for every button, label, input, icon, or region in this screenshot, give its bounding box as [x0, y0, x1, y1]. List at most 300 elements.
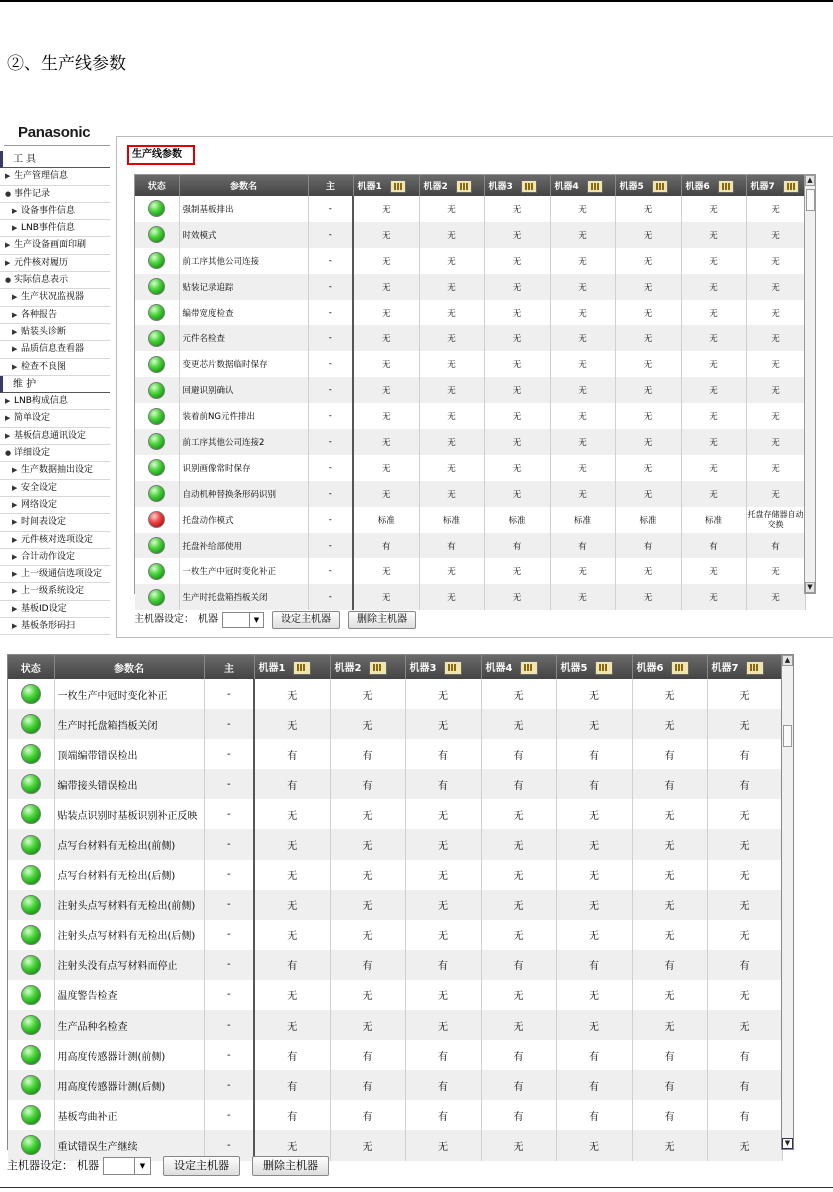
param-name-cell[interactable]: 装着前NG元件排出 [179, 403, 308, 429]
machine-value-cell[interactable]: 标准 [550, 507, 615, 533]
machine-value-cell[interactable]: 无 [419, 274, 484, 300]
sidebar-item[interactable] [0, 237, 110, 254]
table-row[interactable] [135, 377, 805, 403]
machine-value-cell[interactable]: 无 [550, 558, 615, 584]
machine-value-cell[interactable]: 无 [550, 196, 615, 222]
machine-value-cell[interactable]: 无 [330, 980, 405, 1010]
machine-value-cell[interactable]: 有 [707, 950, 782, 980]
machine-value-cell[interactable]: 无 [484, 300, 550, 326]
machine-value-cell[interactable]: 无 [632, 1010, 707, 1040]
main-cell[interactable]: - [308, 274, 353, 300]
param-name-cell[interactable]: 元件名检查 [179, 325, 308, 351]
machine-value-cell[interactable]: 无 [484, 481, 550, 507]
machine-value-cell[interactable]: 无 [746, 377, 805, 403]
main-cell[interactable]: - [308, 455, 353, 481]
table-row[interactable] [135, 533, 805, 559]
param-name-cell[interactable]: 贴装点识别时基板识别补正反映 [54, 799, 204, 829]
main-cell[interactable]: - [204, 1010, 254, 1040]
param-name-cell[interactable]: 编带接头错误检出 [54, 769, 204, 799]
machine-value-cell[interactable]: 有 [353, 533, 419, 559]
main-cell[interactable]: - [308, 222, 353, 248]
machine-value-cell[interactable]: 无 [405, 860, 481, 890]
table-row[interactable] [8, 739, 782, 769]
machine-value-cell[interactable]: 无 [632, 829, 707, 859]
delete-master-button[interactable]: 删除主机器 [252, 1156, 329, 1176]
machine-value-cell[interactable]: 有 [405, 769, 481, 799]
sidebar-item[interactable] [0, 497, 110, 514]
machine-value-cell[interactable]: 无 [632, 679, 707, 709]
machine-value-cell[interactable]: 无 [550, 248, 615, 274]
machine-value-cell[interactable]: 有 [484, 533, 550, 559]
table-row[interactable] [135, 507, 805, 533]
table-row[interactable] [8, 679, 782, 709]
table-row[interactable] [135, 351, 805, 377]
machine-value-cell[interactable]: 有 [254, 1100, 330, 1130]
set-master-button[interactable]: 设定主机器 [163, 1156, 240, 1176]
main-cell[interactable]: - [204, 980, 254, 1010]
machine-value-cell[interactable]: 无 [615, 455, 681, 481]
machine-value-cell[interactable]: 无 [419, 429, 484, 455]
machine-value-cell[interactable]: 无 [707, 860, 782, 890]
machine-value-cell[interactable]: 无 [681, 429, 746, 455]
machine-value-cell[interactable]: 无 [550, 222, 615, 248]
main-cell[interactable]: - [308, 533, 353, 559]
machine-value-cell[interactable]: 无 [556, 709, 632, 739]
main-cell[interactable]: - [308, 196, 353, 222]
main-cell[interactable]: - [204, 709, 254, 739]
sidebar-item[interactable] [0, 583, 110, 600]
machine-value-cell[interactable]: 无 [681, 196, 746, 222]
machine-value-cell[interactable]: 无 [330, 890, 405, 920]
scroll-down-arrow-icon[interactable]: ▼ [805, 582, 815, 593]
machine-value-cell[interactable]: 无 [419, 222, 484, 248]
machine-value-cell[interactable]: 无 [353, 222, 419, 248]
main-cell[interactable]: - [204, 769, 254, 799]
machine-value-cell[interactable]: 无 [707, 799, 782, 829]
machine-value-cell[interactable]: 有 [632, 1100, 707, 1130]
machine-value-cell[interactable]: 有 [615, 533, 681, 559]
machine-value-cell[interactable]: 无 [550, 351, 615, 377]
machine-value-cell[interactable]: 无 [556, 890, 632, 920]
machine-value-cell[interactable]: 无 [481, 890, 556, 920]
param-name-cell[interactable]: 重试错误生产继续 [54, 1130, 204, 1160]
machine-value-cell[interactable]: 无 [484, 558, 550, 584]
param-name-cell[interactable]: 注射头点写材料有无检出(后侧) [54, 920, 204, 950]
machine-value-cell[interactable]: 有 [632, 950, 707, 980]
table-row[interactable] [8, 709, 782, 739]
machine-value-cell[interactable]: 无 [615, 222, 681, 248]
machine-value-cell[interactable]: 无 [481, 799, 556, 829]
table-row[interactable] [135, 196, 805, 222]
machine-value-cell[interactable]: 有 [746, 533, 805, 559]
table-row[interactable] [8, 1100, 782, 1130]
sidebar-item[interactable] [0, 341, 110, 358]
table-row[interactable] [135, 403, 805, 429]
machine-value-cell[interactable]: 无 [550, 300, 615, 326]
machine-value-cell[interactable]: 无 [353, 429, 419, 455]
machine-value-cell[interactable]: 无 [746, 429, 805, 455]
machine-value-cell[interactable]: 无 [481, 709, 556, 739]
machine-value-cell[interactable]: 无 [746, 584, 805, 610]
machine-value-cell[interactable]: 无 [353, 274, 419, 300]
param-name-cell[interactable]: 生产品种名检查 [54, 1010, 204, 1040]
machine-value-cell[interactable]: 有 [330, 739, 405, 769]
machine-value-cell[interactable]: 无 [405, 679, 481, 709]
machine-value-cell[interactable]: 无 [746, 481, 805, 507]
machine-value-cell[interactable]: 标准 [484, 507, 550, 533]
machine-value-cell[interactable]: 无 [481, 1130, 556, 1160]
machine-value-cell[interactable]: 无 [632, 980, 707, 1010]
machine-value-cell[interactable]: 无 [481, 829, 556, 859]
param-name-cell[interactable]: 前工序其他公司连接 [179, 248, 308, 274]
main-cell[interactable]: - [308, 507, 353, 533]
machine-value-cell[interactable]: 无 [405, 1130, 481, 1160]
param-name-cell[interactable]: 一枚生产中冠时变化补正 [54, 679, 204, 709]
scroll-down-arrow-icon[interactable]: ▼ [782, 1138, 793, 1149]
column-settings-icon[interactable] [444, 661, 462, 675]
machine-value-cell[interactable]: 有 [254, 1040, 330, 1070]
machine-value-cell[interactable]: 无 [556, 799, 632, 829]
scroll-thumb[interactable] [806, 189, 815, 211]
machine-value-cell[interactable]: 无 [353, 558, 419, 584]
machine-value-cell[interactable]: 无 [254, 1130, 330, 1160]
column-settings-icon[interactable] [718, 180, 734, 193]
sidebar-item[interactable] [0, 220, 110, 237]
machine-value-cell[interactable]: 有 [556, 1100, 632, 1130]
machine-value-cell[interactable]: 无 [419, 403, 484, 429]
machine-value-cell[interactable]: 无 [330, 709, 405, 739]
param-name-cell[interactable]: 生产时托盘箱挡板关闭 [179, 584, 308, 610]
column-settings-icon[interactable] [456, 180, 472, 193]
machine-value-cell[interactable]: 无 [746, 222, 805, 248]
machine-value-cell[interactable]: 无 [330, 829, 405, 859]
machine-value-cell[interactable]: 无 [419, 558, 484, 584]
table-row[interactable] [135, 248, 805, 274]
machine-value-cell[interactable]: 无 [632, 920, 707, 950]
param-name-cell[interactable]: 自动机种替换条形码识别 [179, 481, 308, 507]
param-name-cell[interactable]: 注射头点写材料有无检出(前侧) [54, 890, 204, 920]
machine-value-cell[interactable]: 标准 [681, 507, 746, 533]
machine-value-cell[interactable]: 无 [615, 558, 681, 584]
table-row[interactable] [8, 860, 782, 890]
machine-value-cell[interactable]: 无 [550, 481, 615, 507]
sidebar-item[interactable] [0, 480, 110, 497]
machine-value-cell[interactable]: 有 [632, 1070, 707, 1100]
machine-value-cell[interactable]: 无 [615, 481, 681, 507]
param-name-cell[interactable]: 生产时托盘箱挡板关闭 [54, 709, 204, 739]
machine-value-cell[interactable]: 有 [556, 739, 632, 769]
machine-value-cell[interactable]: 标准 [615, 507, 681, 533]
sidebar-item[interactable] [0, 445, 110, 462]
machine-value-cell[interactable]: 无 [481, 1010, 556, 1040]
machine-value-cell[interactable]: 无 [615, 584, 681, 610]
main-cell[interactable]: - [204, 1130, 254, 1160]
table-row[interactable] [8, 890, 782, 920]
machine-value-cell[interactable]: 无 [746, 248, 805, 274]
chevron-down-icon[interactable]: ▼ [249, 613, 263, 627]
column-settings-icon[interactable] [520, 661, 538, 675]
machine-value-cell[interactable]: 有 [481, 1100, 556, 1130]
table-row[interactable] [135, 481, 805, 507]
column-settings-icon[interactable] [587, 180, 603, 193]
machine-value-cell[interactable]: 无 [681, 351, 746, 377]
machine-value-cell[interactable]: 无 [254, 920, 330, 950]
main-cell[interactable]: - [308, 403, 353, 429]
param-name-cell[interactable]: 点写台材料有无检出(后侧) [54, 860, 204, 890]
machine-value-cell[interactable]: 无 [632, 890, 707, 920]
column-settings-icon[interactable] [521, 180, 537, 193]
machine-value-cell[interactable]: 无 [746, 274, 805, 300]
table-row[interactable] [8, 799, 782, 829]
table-row[interactable] [8, 1010, 782, 1040]
machine-value-cell[interactable]: 无 [556, 1130, 632, 1160]
machine-value-cell[interactable]: 有 [330, 1100, 405, 1130]
machine-value-cell[interactable]: 无 [405, 799, 481, 829]
machine-value-cell[interactable]: 无 [681, 248, 746, 274]
machine-value-cell[interactable]: 有 [254, 1070, 330, 1100]
column-settings-icon[interactable] [390, 180, 406, 193]
machine-value-cell[interactable]: 无 [681, 558, 746, 584]
param-name-cell[interactable]: 回避识别确认 [179, 377, 308, 403]
param-name-cell[interactable]: 用高度传感器计测(后侧) [54, 1070, 204, 1100]
machine-value-cell[interactable]: 无 [746, 196, 805, 222]
machine-value-cell[interactable]: 无 [615, 377, 681, 403]
machine-value-cell[interactable]: 无 [707, 1130, 782, 1160]
table-row[interactable] [135, 274, 805, 300]
machine-value-cell[interactable]: 无 [484, 403, 550, 429]
column-settings-icon[interactable] [652, 180, 668, 193]
machine-value-cell[interactable]: 无 [330, 1010, 405, 1040]
machine-value-cell[interactable]: 无 [681, 455, 746, 481]
machine-value-cell[interactable]: 无 [550, 325, 615, 351]
sidebar-item[interactable] [0, 532, 110, 549]
set-master-button[interactable]: 设定主机器 [272, 611, 340, 629]
sidebar-item[interactable] [0, 168, 110, 185]
sidebar-item[interactable] [0, 618, 110, 635]
sidebar-item[interactable] [0, 566, 110, 583]
table-row[interactable] [135, 300, 805, 326]
param-name-cell[interactable]: 用高度传感器计测(前侧) [54, 1040, 204, 1070]
param-name-cell[interactable]: 贴装记录追踪 [179, 274, 308, 300]
param-name-cell[interactable]: 编带宽度检查 [179, 300, 308, 326]
param-grid-scrollbar-scrolled[interactable] [781, 654, 794, 1150]
machine-value-cell[interactable]: 无 [419, 196, 484, 222]
machine-value-cell[interactable]: 无 [707, 679, 782, 709]
machine-value-cell[interactable]: 有 [556, 769, 632, 799]
machine-value-cell[interactable]: 有 [632, 769, 707, 799]
machine-value-cell[interactable]: 无 [484, 429, 550, 455]
machine-value-cell[interactable]: 无 [681, 325, 746, 351]
table-row[interactable] [8, 950, 782, 980]
machine-value-cell[interactable]: 有 [481, 1040, 556, 1070]
param-name-cell[interactable]: 强制基板排出 [179, 196, 308, 222]
machine-value-cell[interactable]: 有 [330, 1040, 405, 1070]
machine-value-cell[interactable]: 无 [484, 325, 550, 351]
machine-value-cell[interactable]: 无 [707, 1010, 782, 1040]
machine-value-cell[interactable]: 无 [746, 325, 805, 351]
machine-value-cell[interactable]: 无 [681, 403, 746, 429]
machine-value-cell[interactable]: 有 [550, 533, 615, 559]
machine-value-cell[interactable]: 无 [556, 860, 632, 890]
main-cell[interactable]: - [204, 890, 254, 920]
machine-value-cell[interactable]: 无 [484, 196, 550, 222]
machine-value-cell[interactable]: 有 [481, 1070, 556, 1100]
machine-value-cell[interactable]: 无 [615, 274, 681, 300]
machine-value-cell[interactable]: 无 [746, 403, 805, 429]
machine-value-cell[interactable]: 无 [254, 709, 330, 739]
param-name-cell[interactable]: 变更芯片数据临时保存 [179, 351, 308, 377]
machine-value-cell[interactable]: 无 [405, 1010, 481, 1040]
machine-value-cell[interactable]: 有 [330, 1070, 405, 1100]
scroll-thumb[interactable] [783, 725, 792, 747]
machine-value-cell[interactable]: 无 [484, 584, 550, 610]
sidebar-item[interactable] [0, 307, 110, 324]
param-name-cell[interactable]: 托盘补给部使用 [179, 533, 308, 559]
main-cell[interactable]: - [204, 1070, 254, 1100]
machine-value-cell[interactable]: 无 [353, 351, 419, 377]
machine-value-cell[interactable]: 无 [556, 829, 632, 859]
main-cell[interactable]: - [308, 429, 353, 455]
machine-value-cell[interactable]: 无 [481, 679, 556, 709]
machine-value-cell[interactable]: 有 [707, 1070, 782, 1100]
main-cell[interactable]: - [204, 799, 254, 829]
table-row[interactable] [135, 584, 805, 610]
param-name-cell[interactable]: 一枚生产中冠时变化补正 [179, 558, 308, 584]
param-name-cell[interactable]: 时效模式 [179, 222, 308, 248]
machine-value-cell[interactable]: 无 [484, 351, 550, 377]
machine-value-cell[interactable]: 无 [484, 222, 550, 248]
machine-value-cell[interactable]: 无 [353, 481, 419, 507]
table-row[interactable] [8, 1070, 782, 1100]
column-settings-icon[interactable] [746, 661, 764, 675]
machine-value-cell[interactable]: 无 [405, 709, 481, 739]
param-grid-scrollbar[interactable] [804, 174, 816, 594]
machine-value-cell[interactable]: 无 [254, 1010, 330, 1040]
column-settings-icon[interactable] [293, 661, 311, 675]
machine-value-cell[interactable]: 有 [707, 739, 782, 769]
machine-value-cell[interactable]: 无 [556, 920, 632, 950]
machine-value-cell[interactable]: 无 [632, 860, 707, 890]
param-name-cell[interactable]: 前工序其他公司连接2 [179, 429, 308, 455]
sidebar-item[interactable] [0, 428, 110, 445]
sidebar-item[interactable] [0, 324, 110, 341]
machine-value-cell[interactable]: 无 [707, 709, 782, 739]
machine-value-cell[interactable]: 无 [615, 325, 681, 351]
machine-value-cell[interactable]: 无 [405, 920, 481, 950]
column-settings-icon[interactable] [369, 661, 387, 675]
machine-value-cell[interactable]: 托盘存储器自动交换 [746, 507, 805, 533]
machine-value-cell[interactable]: 无 [707, 829, 782, 859]
main-cell[interactable]: - [308, 248, 353, 274]
main-cell[interactable]: - [204, 679, 254, 709]
sidebar-item[interactable] [0, 549, 110, 566]
machine-value-cell[interactable]: 无 [481, 920, 556, 950]
chevron-down-icon[interactable]: ▼ [134, 1158, 150, 1174]
table-row[interactable] [8, 1040, 782, 1070]
machine-value-cell[interactable]: 有 [405, 1100, 481, 1130]
machine-value-cell[interactable]: 无 [419, 351, 484, 377]
sidebar-item[interactable] [0, 272, 110, 289]
machine-value-cell[interactable]: 无 [550, 584, 615, 610]
machine-value-cell[interactable]: 有 [330, 950, 405, 980]
machine-value-cell[interactable]: 无 [419, 455, 484, 481]
main-cell[interactable]: - [308, 377, 353, 403]
machine-value-cell[interactable]: 无 [550, 403, 615, 429]
table-row[interactable] [8, 980, 782, 1010]
machine-value-cell[interactable]: 无 [481, 860, 556, 890]
machine-value-cell[interactable]: 无 [405, 890, 481, 920]
machine-value-cell[interactable]: 无 [330, 860, 405, 890]
param-name-cell[interactable]: 识别画像常时保存 [179, 455, 308, 481]
machine-value-cell[interactable]: 无 [550, 377, 615, 403]
machine-value-cell[interactable]: 标准 [419, 507, 484, 533]
machine-value-cell[interactable]: 无 [681, 222, 746, 248]
machine-value-cell[interactable]: 无 [746, 558, 805, 584]
machine-value-cell[interactable]: 有 [556, 950, 632, 980]
machine-select[interactable] [103, 1157, 151, 1175]
machine-value-cell[interactable]: 无 [484, 274, 550, 300]
machine-value-cell[interactable]: 无 [419, 377, 484, 403]
machine-value-cell[interactable]: 无 [615, 351, 681, 377]
table-row[interactable] [135, 325, 805, 351]
machine-value-cell[interactable]: 无 [330, 799, 405, 829]
machine-value-cell[interactable]: 无 [681, 584, 746, 610]
machine-value-cell[interactable]: 无 [353, 403, 419, 429]
machine-value-cell[interactable]: 有 [481, 739, 556, 769]
machine-value-cell[interactable]: 无 [484, 377, 550, 403]
machine-value-cell[interactable]: 无 [632, 799, 707, 829]
machine-select[interactable] [222, 612, 264, 628]
table-row[interactable] [135, 558, 805, 584]
machine-value-cell[interactable]: 无 [550, 274, 615, 300]
machine-value-cell[interactable]: 有 [405, 739, 481, 769]
main-cell[interactable]: - [308, 325, 353, 351]
machine-value-cell[interactable]: 有 [632, 1040, 707, 1070]
machine-value-cell[interactable]: 无 [481, 980, 556, 1010]
machine-value-cell[interactable]: 无 [632, 1130, 707, 1160]
param-name-cell[interactable]: 顶端编带错误检出 [54, 739, 204, 769]
main-cell[interactable]: - [308, 584, 353, 610]
machine-value-cell[interactable]: 无 [419, 584, 484, 610]
main-cell[interactable]: - [308, 351, 353, 377]
main-cell[interactable]: - [204, 739, 254, 769]
sidebar-item[interactable] [0, 514, 110, 531]
machine-value-cell[interactable]: 无 [746, 351, 805, 377]
machine-value-cell[interactable]: 无 [632, 709, 707, 739]
machine-value-cell[interactable]: 无 [556, 1010, 632, 1040]
param-name-cell[interactable]: 点写台材料有无检出(前侧) [54, 829, 204, 859]
machine-value-cell[interactable]: 无 [615, 196, 681, 222]
machine-value-cell[interactable]: 无 [707, 980, 782, 1010]
machine-value-cell[interactable]: 无 [615, 429, 681, 455]
machine-value-cell[interactable]: 无 [707, 890, 782, 920]
table-row[interactable] [135, 429, 805, 455]
machine-value-cell[interactable]: 有 [405, 950, 481, 980]
sidebar-item[interactable] [0, 203, 110, 220]
machine-value-cell[interactable]: 无 [681, 481, 746, 507]
machine-value-cell[interactable]: 无 [330, 679, 405, 709]
machine-value-cell[interactable]: 无 [353, 300, 419, 326]
main-cell[interactable]: - [204, 1100, 254, 1130]
machine-value-cell[interactable]: 无 [330, 920, 405, 950]
machine-value-cell[interactable]: 无 [556, 679, 632, 709]
machine-value-cell[interactable]: 无 [254, 860, 330, 890]
machine-value-cell[interactable]: 无 [484, 248, 550, 274]
sidebar-item[interactable] [0, 359, 110, 376]
param-name-cell[interactable]: 温度警告检查 [54, 980, 204, 1010]
sidebar-item[interactable] [0, 289, 110, 306]
machine-value-cell[interactable]: 无 [615, 300, 681, 326]
